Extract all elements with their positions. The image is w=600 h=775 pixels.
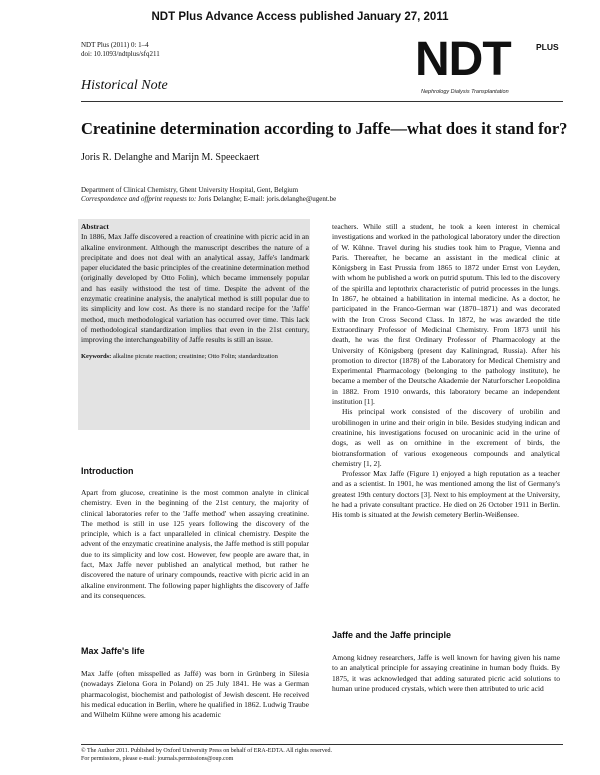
abstract-text: In 1886, Max Jaffe discovered a reaction of creatinine with picric acid in an alkaline environment. Although the manuscript describes the nature of a precipitate and does not deal with an analytical assay, Jaffe's landmark paper elucidated the basic principles of the creatinine determination method (originally developed by Otto Folin), which became immensely popular and has easily withstood the test of time. Despite the advent of the enzymatic creatinine analysis, the analytical method is still popular due to its simplicity and low cost. As there is no standard recipe for the 'Jaffe' method, much methodological variation has occurred over time. This lack of methodological standardization implies that even in the 21st century, improving the interchangeability of Jaffe results is still an issue.: [81, 232, 309, 345]
reputation-paragraph: Professor Max Jaffe (Figure 1) enjoyed a high reputation as a teacher and as a scientist. In 1901, he was mentioned among the list of Germany's greatest 19th century doctors [3]. Next to his employment at the University, he had a private consultant practice. He died on 26 October 1911 in Berlin. His tomb is situated at the Jewish cemetery Berlin-Weißensee.: [332, 469, 560, 520]
affiliation: Department of Clinical Chemistry, Ghent University Hospital, Gent, Belgium: [81, 186, 299, 194]
correspondence: [81, 195, 336, 204]
header-divider: [81, 101, 563, 102]
footer: [81, 748, 332, 763]
correspondence-text: Joris Delanghe; E-mail: joris.delanghe@ugent.be: [196, 195, 337, 203]
keywords-text: alkaline picrate reaction; creatinine; Otto Folin; standardization: [111, 352, 278, 360]
doi-link[interactable]: doi: 10.1093/ndtplus/sfq211: [81, 50, 160, 58]
article-title: Creatinine determination according to Jaffe—what does it stand for?: [81, 119, 568, 138]
right-column: [332, 222, 560, 521]
footer-divider: [81, 744, 563, 745]
principal-work-paragraph: His principal work consisted of the discovery of urobilin and urobilinogen in urine and their origin in bile. Besides studying indican and creatinine, his investigations focused on urocaninic acid in the urine of dogs, as well as on ornithine in the excrement of birds, the biotransformation of various exogeneous compounds and analytical chemistry [1, 2].: [332, 407, 560, 468]
abstract-heading: Abstract: [81, 222, 109, 231]
biography-paragraph: teachers. While still a student, he took a keen interest in chemical investigations and worked in the pathological laboratory under the direction of W. Kühne. Travel during his studies took him to Prague, Vienna and Paris. Thereafter, he became an assistant in the medical clinic at Königsberg in East Prussia from 1865 to 1872 under Ernst von Leyden, with whom he published a work on putrid sputum. This led to the discovery of the spirilla and leptothrix characteristic of putrid processes in the lungs. In 1867, he obtained a habilitation in internal medicine. As a doctor, he participated in the Franco-German war (1870–1871) and was decorated with the Iron Cross Second Class. In 1872, he was awarded the title Extraordinary Professor of Medicinal Chemistry. From 1873 until his death, he was the first Ordinary Professor of Pharmacology at the University of Königsberg (present day Kaliningrad, Russia). After his promotion to director (1878) of the Laboratory for Medical Chemistry and Experimental Pharmacology (belonging to the pathology institute), he became a member of the Deutsche Akademie der Naturforscher Leopoldina in 1882. From 1910 onwards, this laboratory became an independent institution [1].: [332, 222, 560, 407]
introduction-heading: Introduction: [81, 466, 134, 476]
keywords-label: Keywords:: [81, 352, 112, 360]
copyright: © The Author 2011. Published by Oxford University Press on behalf of ERA-EDTA. All rights reserved.: [81, 748, 333, 754]
authors: Joris R. Delanghe and Marijn M. Speeckaert: [81, 152, 260, 163]
life-text: Max Jaffe (often misspelled as Jaffé) was born in Grünberg in Silesia (nowadays Zielona Gora in Poland) on 25 July 1841. He was a German pharmacologist, biochemist and pathologist of Jewish descent. He received his medical education in Berlin, where he qualified in 1862. Ludwig Traube and Wilhelm Kühne were among his academic: [81, 669, 309, 720]
logo-plus: PLUS: [536, 42, 559, 52]
jaffe-principle-text: Among kidney researchers, Jaffe is well known for having given his name to an analytical principle for assaying creatinine in human body fluids. By 1875, it was acknowledged that adding saturated picric acid solutions to human urine produced crystals, which were then attributed to uric acid: [332, 653, 560, 693]
affiliation-block: [81, 186, 336, 204]
logo-wordmark: NDT: [415, 33, 511, 86]
section-label: Historical Note: [81, 78, 168, 93]
journal-logo: [415, 33, 560, 97]
journal-citation: NDT Plus (2011) 0: 1–4: [81, 41, 149, 49]
logo-tagline: Nephrology Dialysis Transplantation: [421, 89, 509, 95]
life-heading: Max Jaffe's life: [81, 646, 145, 656]
abstract-section: [81, 222, 309, 361]
introduction-text: Apart from glucose, creatinine is the most common analyte in clinical chemistry. Even in the beginning of the 21st century, the majority of clinical laboratories refer to the 'Jaffe method' when assaying creatinine. The method is still in use 125 years following the discovery of the principle, which is a fact unparalleled in clinical chemistry. Despite the advent of the enzymatic creatinine analysis, the Jaffe method is still popular due to its simplicity and low cost. However, few people are aware that, in fact, Max Jaffe never published an analytical method, but rather he discovered the nature of urinary compounds, reactive with picric acid in an alkaline environment. The following paper highlights the discovery of Jaffe and its consequences.: [81, 488, 309, 600]
permissions: For permissions, please e-mail: journals.permissions@oup.com: [81, 755, 234, 762]
correspondence-label: Correspondence and offprint requests to:: [81, 195, 197, 203]
jaffe-principle-heading: Jaffe and the Jaffe principle: [332, 630, 452, 640]
keywords: [81, 353, 309, 362]
advance-access-banner: NDT Plus Advance Access published January 27, 2011: [151, 11, 449, 23]
